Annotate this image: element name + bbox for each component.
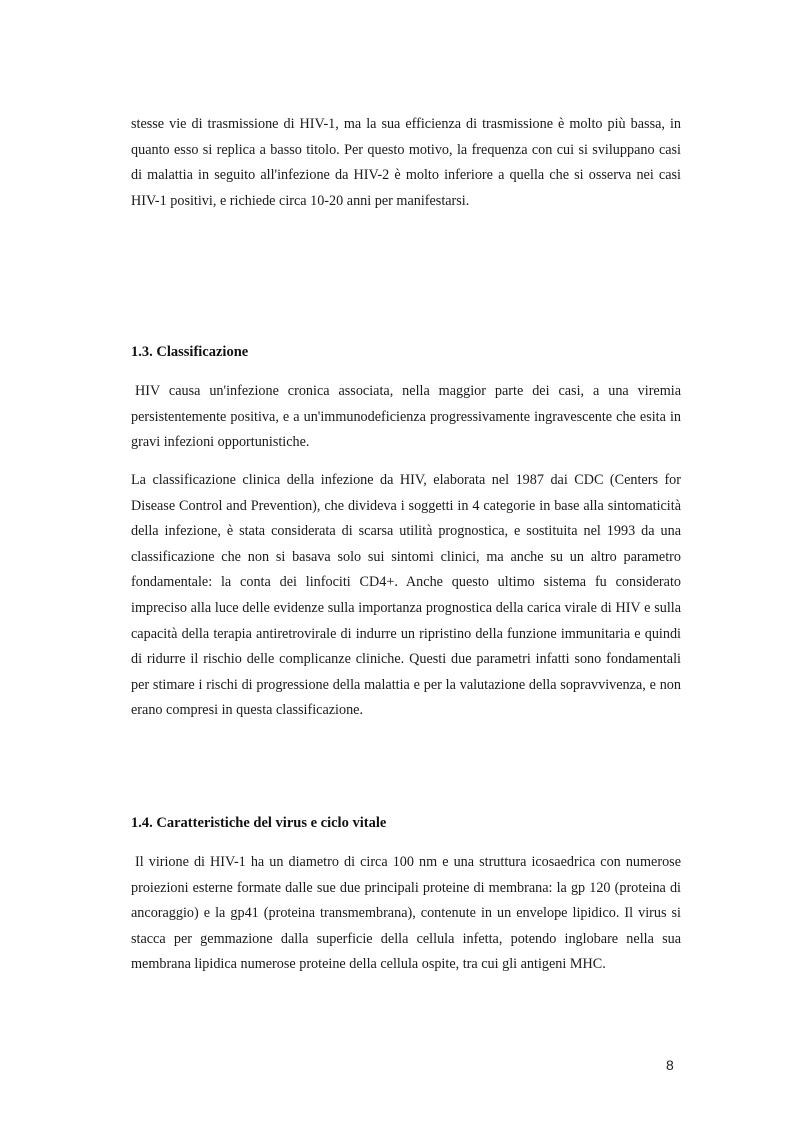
section-heading-classificazione: 1.3. Classificazione — [131, 344, 249, 360]
paragraph-classificazione-2: La classificazione clinica della infezione da HIV, elaborata nel 1987 dai CDC (Centers for Disease Control and Prevention), che divideva i soggetti in 4 categorie in base alla sintomaticità della infezione, è stata considerata di scarsa utilità prognostica, e sostituita nel 1993 da una classificazione che non si basava solo sui sintomi clinici, ma anche su un altro parametro fondamentale: la conta dei linfociti CD4+. Anche questo ultimo sistema fu considerato impreciso alla luce delle evidenze sulla importanza prognostica della carica virale di HIV e sulla capacità della terapia antiretrovirale di indurre un ripristino della funzione immunitaria e quindi di ridurre il rischio delle complicanze cliniche. Questi due parametri infatti sono fondamentali per stimare i rischi di progressione della malattia e per la valutazione della sopravvivenza, e non erano compresi in questa classificazione. — [131, 472, 681, 719]
paragraph-classificazione-1: HIV causa un'infezione cronica associata, nella maggior parte dei casi, a una viremia persistentemente positiva, e a un'immunodeficienza progressivamente ingravescente che esita in gravi infezioni opportunistiche. — [131, 383, 681, 451]
paragraph-caratteristiche-1: Il virione di HIV-1 ha un diametro di circa 100 nm e una struttura icosaedrica con numerose proiezioni esterne formate dalle sue due principali proteine di membrana: la gp 120 (proteina di ancoraggio) e la gp41 (proteina transmembrana), contenute in un envelope lipidico. Il virus si stacca per gemmazione dalla superficie della cellula infetta, potendo inglobare nella sua membrana lipidica numerose proteine della cellula ospite, tra cui gli antigeni MHC. — [131, 854, 681, 973]
paragraph-intro: stesse vie di trasmissione di HIV-1, ma la sua efficienza di trasmissione è molto più bassa, in quanto esso si replica a basso titolo. Per questo motivo, la frequenza con cui si sviluppano casi di malattia in seguito all'infezione da HIV-2 è molto inferiore a quella che si osserva nei casi HIV-1 positivi, e richiede circa 10-20 anni per manifestarsi. — [131, 116, 681, 209]
page-number: 8 — [666, 1057, 674, 1073]
section-heading-caratteristiche: 1.4. Caratteristiche del virus e ciclo vitale — [131, 815, 387, 831]
